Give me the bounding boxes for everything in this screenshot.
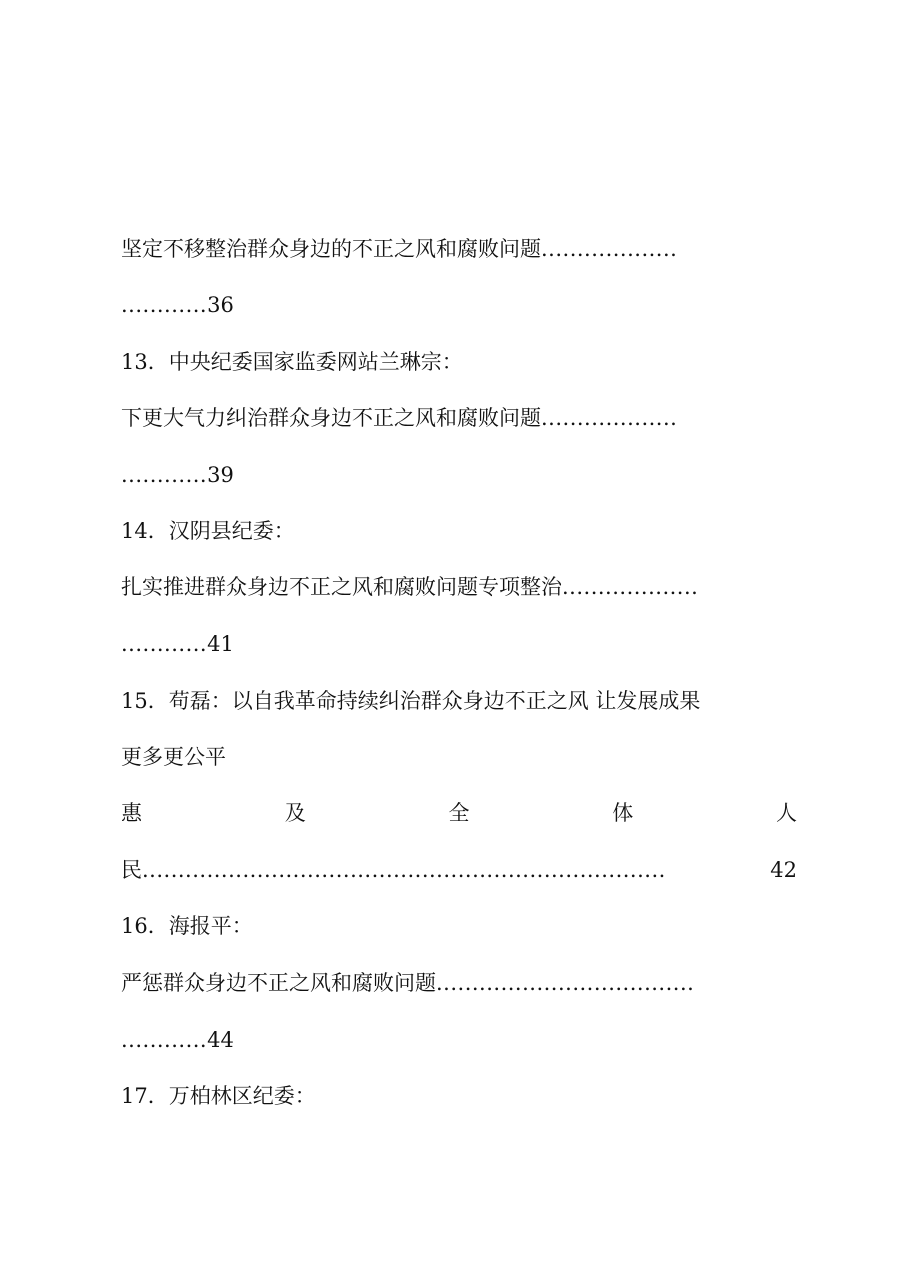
toc-entry-15-char: 全 xyxy=(448,801,470,825)
toc-entry-13-page-number: 39 xyxy=(207,463,234,487)
toc-entry-13-page-line xyxy=(121,458,797,492)
toc-entry-14-title-text: 扎实推进群众身边不正之风和腐败问题专项整治 xyxy=(121,575,562,599)
toc-entry-12-leader: ................... xyxy=(541,237,678,261)
toc-entry-14-author: 汉阴县纪委： xyxy=(168,519,295,543)
toc-entry-15-heading[interactable] xyxy=(121,684,797,718)
toc-entry-12-page-line xyxy=(121,288,797,322)
toc-entry-15-title-line2: 更多更公平 xyxy=(121,745,226,769)
toc-entry-12-title-text: 坚定不移整治群众身边的不正之风和腐败问题 xyxy=(121,237,541,261)
toc-entry-15-title-line2-row xyxy=(121,740,797,774)
toc-entry-15-number: 15． xyxy=(121,689,169,713)
toc-entry-13-heading xyxy=(121,345,797,379)
toc-entry-15-last-char: 民 xyxy=(121,858,142,882)
toc-entry-15-title-line1: 苟磊：以自我革命持续纠治群众身边不正之风 让发展成果 xyxy=(168,689,701,713)
toc-entry-12-leader-cont: ............ xyxy=(121,293,208,317)
toc-entry-16-page-line xyxy=(121,1023,797,1057)
toc-entry-13-title[interactable] xyxy=(121,401,797,435)
toc-entry-14-leader-cont: ............ xyxy=(121,632,208,656)
toc-entry-12-page-number: 36 xyxy=(207,293,234,317)
toc-entry-16-leader-cont: ............ xyxy=(121,1028,208,1052)
toc-entry-14-title[interactable] xyxy=(121,570,797,604)
toc-entry-14-leader: ................... xyxy=(562,575,699,599)
toc-entry-16-heading xyxy=(121,909,797,943)
toc-entry-16-author: 海报平： xyxy=(168,914,253,938)
toc-entry-15-char: 人 xyxy=(776,801,797,825)
toc-entry-14-page-number: 41 xyxy=(207,632,234,656)
toc-entry-16-title-text: 严惩群众身边不正之风和腐败问题 xyxy=(121,971,436,995)
toc-entry-16-page-number: 44 xyxy=(207,1028,234,1052)
toc-entry-14-heading xyxy=(121,514,797,548)
toc-entry-15-char: 体 xyxy=(612,801,634,825)
toc-entry-16-number: 16． xyxy=(121,914,169,938)
toc-entry-16-title[interactable] xyxy=(121,966,797,1000)
toc-entry-16-leader: .................................... xyxy=(436,971,695,995)
toc-entry-13-leader: ................... xyxy=(541,406,678,430)
toc-entry-15-char: 惠 xyxy=(121,801,142,825)
toc-entry-15-leader: ......................................................................... xyxy=(142,858,666,882)
toc-entry-15-page-number: 42 xyxy=(770,858,797,882)
toc-entry-13-leader-cont: ............ xyxy=(121,463,208,487)
toc-entry-12-title[interactable] xyxy=(121,232,797,266)
toc-entry-13-author: 中央纪委国家监委网站兰琳宗： xyxy=(168,350,463,374)
toc-entry-14-page-line xyxy=(121,627,797,661)
toc-entry-17-number: 17． xyxy=(121,1084,169,1108)
toc-entry-17-author: 万柏林区纪委： xyxy=(168,1084,316,1108)
toc-entry-13-number: 13． xyxy=(121,350,169,374)
toc-entry-17-heading xyxy=(121,1079,797,1113)
toc-entry-15-char: 及 xyxy=(284,801,306,825)
toc-entry-15-page-line xyxy=(121,853,797,887)
toc-entry-14-number: 14． xyxy=(121,519,169,543)
toc-entry-15-spread-line xyxy=(121,796,797,830)
toc-entry-13-title-text: 下更大气力纠治群众身边不正之风和腐败问题 xyxy=(121,406,541,430)
